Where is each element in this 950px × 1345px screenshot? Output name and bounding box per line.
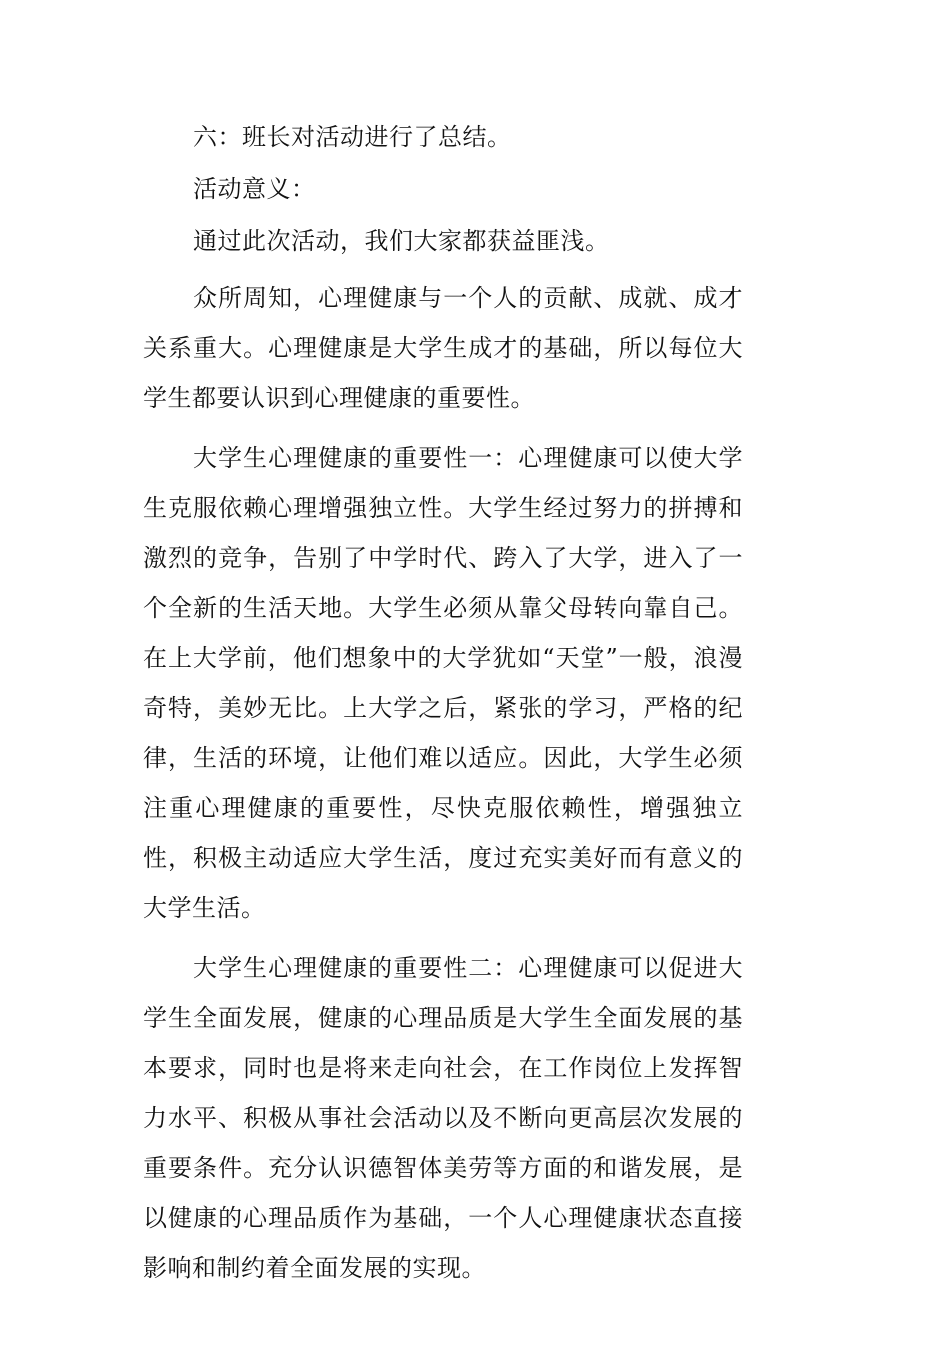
paragraph-significance-heading: 活动意义：: [193, 175, 316, 203]
document-body: [143, 117, 743, 1303]
paragraph-importance-one: 大学生心理健康的重要性一：心理健康可以使大学生克服依赖心理增强独立性。大学生经过努力的拼搏和激烈的竞争，告别了中学时代、跨入了大学，进入了一个全新的生活天地。大学生必须从靠父母转向靠自己。在上大学前，他们想象中的大学犹如“天堂”一般，浪漫奇特，美妙无比。上大学之后，紧张的学习，严格的纪律，生活的环境，让他们难以适应。因此，大学生必须注重心理健康的重要性，尽快克服依赖性，增强独立性，积极主动适应大学生活，度过充实美好而有意义的大学生活。: [143, 444, 743, 922]
paragraph-intro: 众所周知，心理健康与一个人的贡献、成就、成才关系重大。心理健康是大学生成才的基础，所以每位大学生都要认识到心理健康的重要性。: [143, 284, 743, 412]
paragraph-benefit: 通过此次活动，我们大家都获益匪浅。: [193, 227, 610, 255]
paragraph-summary: 六：班长对活动进行了总结。: [193, 123, 512, 151]
paragraph-importance-two: 大学生心理健康的重要性二：心理健康可以促进大学生全面发展，健康的心理品质是大学生全面发展的基本要求，同时也是将来走向社会，在工作岗位上发挥智力水平、积极从事社会活动以及不断向更高层次发展的重要条件。充分认识德智体美劳等方面的和谐发展，是以健康的心理品质作为基础，一个人心理健康状态直接影响和制约着全面发展的实现。: [143, 954, 743, 1282]
